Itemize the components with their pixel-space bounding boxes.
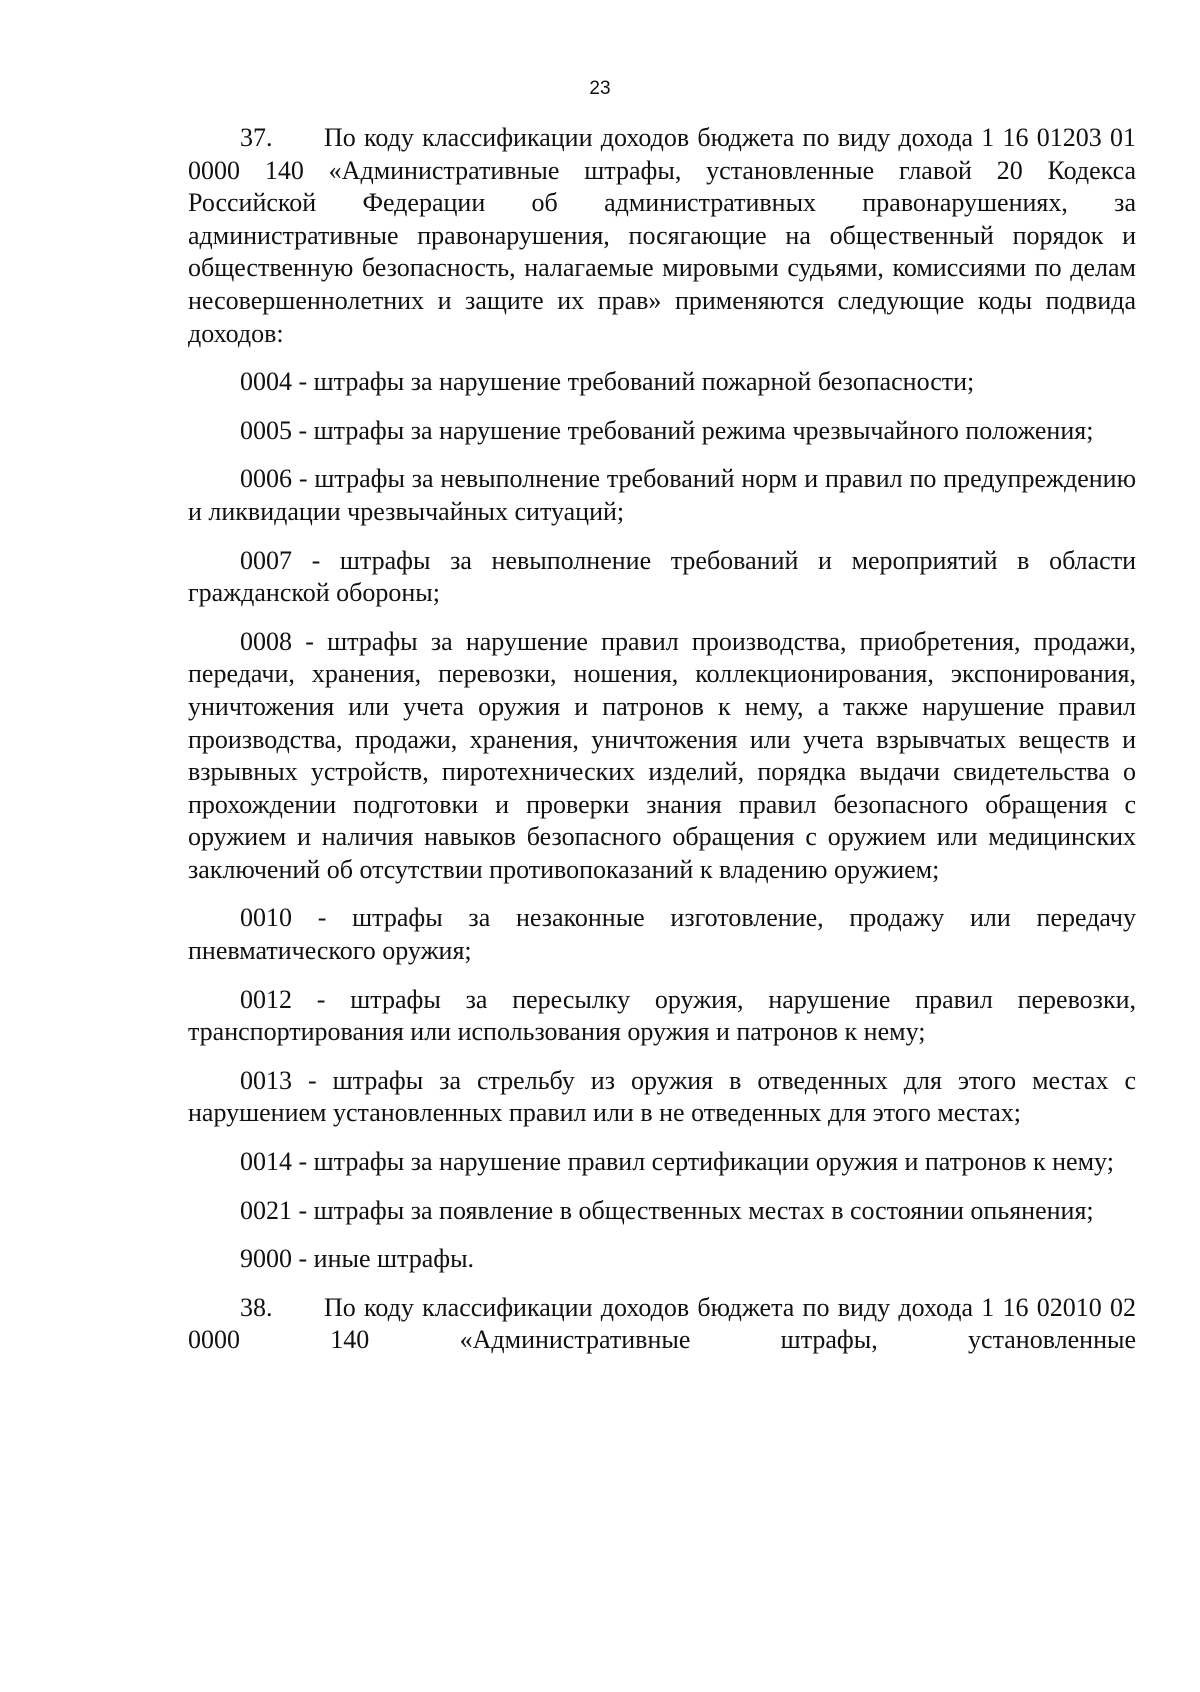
code-item-9000	[188, 1243, 1136, 1276]
code-number: 0006	[240, 464, 292, 494]
code-number: 0014	[240, 1147, 292, 1177]
code-number: 0008	[240, 626, 292, 656]
code-number: 9000	[240, 1244, 292, 1274]
code-number: 0004	[240, 367, 292, 397]
code-item-0013	[188, 1065, 1136, 1130]
code-description: - штрафы за пересылку оружия, нарушение правил перевозки, транспортирования или использования оружия и патронов к нему;	[188, 984, 1136, 1047]
section-38-number: 38.	[240, 1292, 273, 1322]
code-description: - штрафы за нарушение правил сертификации оружия и патронов к нему;	[292, 1147, 1114, 1177]
code-description: - штрафы за появление в общественных местах в состоянии опьянения;	[292, 1195, 1094, 1225]
code-description: - штрафы за нарушение правил производства, приобретения, продажи, передачи, хранения, перевозки, ношения, коллекционирования, экспонирования, уничтожения или учета оружия и патронов к нему, а также нарушение правил производства, продажи, хранения, уничтожения или учета взрывчатых веществ и взрывных устройств, пиротехнических изделий, порядка выдачи свидетельства о прохождении подготовки и проверки знания правил безопасного обращения с оружием и наличия навыков безопасного обращения с оружием или медицинских заключений об отсутствии противопоказаний к владению оружием;	[188, 626, 1136, 884]
code-number: 0021	[240, 1195, 292, 1225]
code-description: - штрафы за невыполнение требований норм и правил по предупреждению и ликвидации чрезвычайных ситуаций;	[188, 464, 1136, 526]
code-item-0021	[188, 1195, 1136, 1228]
code-item-0004	[188, 366, 1136, 399]
code-description: - иные штрафы.	[292, 1244, 475, 1274]
code-item-0008	[188, 626, 1136, 887]
code-description: - штрафы за незаконные изготовление, продажу или передачу пневматического оружия;	[188, 903, 1136, 966]
code-number: 0012	[240, 984, 292, 1014]
code-item-0006	[188, 463, 1136, 528]
code-description: - штрафы за нарушение требований пожарной безопасности;	[292, 367, 975, 397]
document-body	[188, 122, 1136, 1357]
code-item-0007	[188, 545, 1136, 610]
section-37-number: 37.	[240, 123, 273, 152]
code-item-0010	[188, 902, 1136, 967]
code-number: 0013	[240, 1065, 292, 1095]
code-description: - штрафы за невыполнение требований и мероприятий в области гражданской обороны;	[188, 545, 1136, 608]
code-item-0014	[188, 1146, 1136, 1179]
code-description: - штрафы за стрельбу из оружия в отведенных для этого местах с нарушением установленных правил или в не отведенных для этого местах;	[188, 1065, 1136, 1128]
section-37-text: По коду классификации доходов бюджета по виду дохода 1 16 01203 01 0000 140 «Административные штрафы, установленные главой 20 Кодекса Российской Федерации об административных правонарушениях, за административные правонарушения, посягающие на общественный порядок и общественную безопасность, налагаемые мировыми судьями, комиссиями по делам несовершеннолетних и защите их прав» применяются следующие коды подвида доходов:	[188, 123, 1136, 348]
code-number: 0010	[240, 903, 292, 933]
code-item-0012	[188, 984, 1136, 1049]
code-item-0005	[188, 415, 1136, 448]
section-38-paragraph	[188, 1292, 1136, 1357]
code-number: 0005	[240, 415, 292, 445]
code-number: 0007	[240, 545, 292, 575]
page-number: 23	[589, 78, 611, 99]
section-38-text: По коду классификации доходов бюджета по виду дохода 1 16 02010 02 0000 140 «Административные штрафы, установленные	[188, 1292, 1136, 1355]
section-37-paragraph	[188, 122, 1136, 350]
code-description: - штрафы за нарушение требований режима чрезвычайного положения;	[292, 415, 1094, 445]
